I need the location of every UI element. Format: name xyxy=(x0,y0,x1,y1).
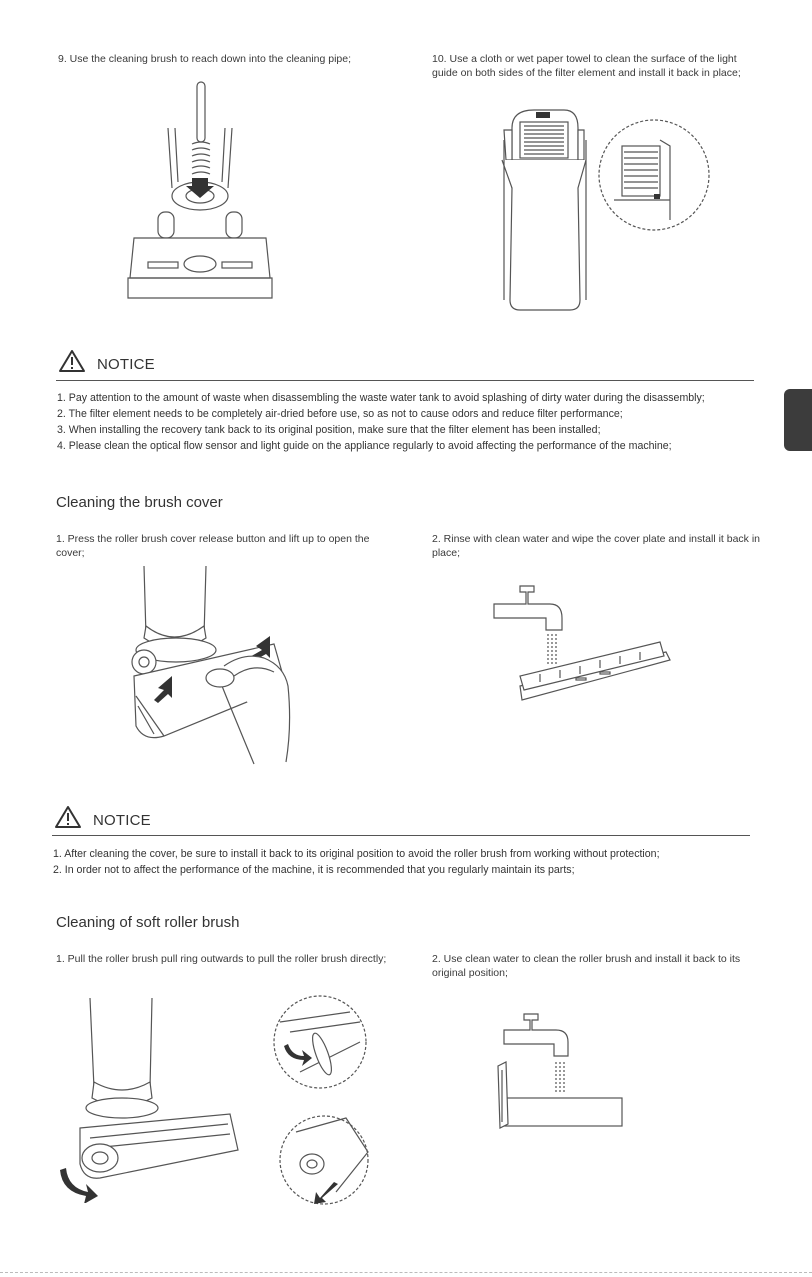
pull-ring-detail-bottom xyxy=(276,1112,372,1208)
brush-cover-step-2: 2. Rinse with clean water and wipe the cover plate and install it back in place; xyxy=(432,533,761,559)
notice-item: 1. Pay attention to the amount of waste when disassembling the waste water tank to avoid splashing of dirty water during the disassembly; xyxy=(57,392,705,404)
pull-ring-detail-top xyxy=(270,992,370,1092)
rinse-roller-illustration xyxy=(494,1010,634,1130)
notice-item: 2. The filter element needs to be completely air-dried before use, so as not to cause odors and reduce filter performance; xyxy=(57,408,623,420)
rinse-cover-illustration xyxy=(490,582,680,722)
step-9-text: 9. Use the cleaning brush to reach down into the cleaning pipe; xyxy=(58,53,352,65)
warning-icon xyxy=(54,805,82,829)
brush-cover-step-1: 1. Press the roller brush cover release button and lift up to open the cover; xyxy=(56,533,370,559)
notice-divider-2 xyxy=(52,835,750,836)
notice-item: 4. Please clean the optical flow sensor and light guide on the appliance regularly to avoid affecting the performance of the machine; xyxy=(57,440,672,452)
chapter-tab xyxy=(784,389,812,451)
notice-item: 2. In order not to affect the performance of the machine, it is recommended that you regularly maintain its parts; xyxy=(53,864,575,876)
step-10-text: 10. Use a cloth or wet paper towel to clean the surface of the light guide on both sides of the filter element and install it back in place; xyxy=(432,53,741,79)
notice-divider-1 xyxy=(56,380,754,381)
brush-cover-release-illustration xyxy=(124,566,300,766)
notice-item: 1. After cleaning the cover, be sure to install it back to its original position to avoid the roller brush from working without protection; xyxy=(53,848,660,860)
notice-list-2 xyxy=(53,846,773,878)
pull-roller-illustration xyxy=(60,998,250,1203)
notice-list-1 xyxy=(57,390,777,454)
page-bottom-edge xyxy=(0,1272,812,1273)
notice-label-2: NOTICE xyxy=(93,812,151,829)
roller-step-2: 2. Use clean water to clean the roller brush and install it back to its original position; xyxy=(432,953,741,979)
notice-item: 3. When installing the recovery tank back to its original position, make sure that the filter element has been installed; xyxy=(57,424,601,436)
warning-icon xyxy=(58,349,86,373)
notice-label-1: NOTICE xyxy=(97,356,155,373)
section-title-brush-cover: Cleaning the brush cover xyxy=(56,494,223,511)
filter-element-illustration xyxy=(494,100,714,320)
section-title-roller-brush: Cleaning of soft roller brush xyxy=(56,914,240,931)
cleaning-pipe-illustration xyxy=(120,78,280,303)
roller-step-1: 1. Pull the roller brush pull ring outwards to pull the roller brush directly; xyxy=(56,953,387,965)
